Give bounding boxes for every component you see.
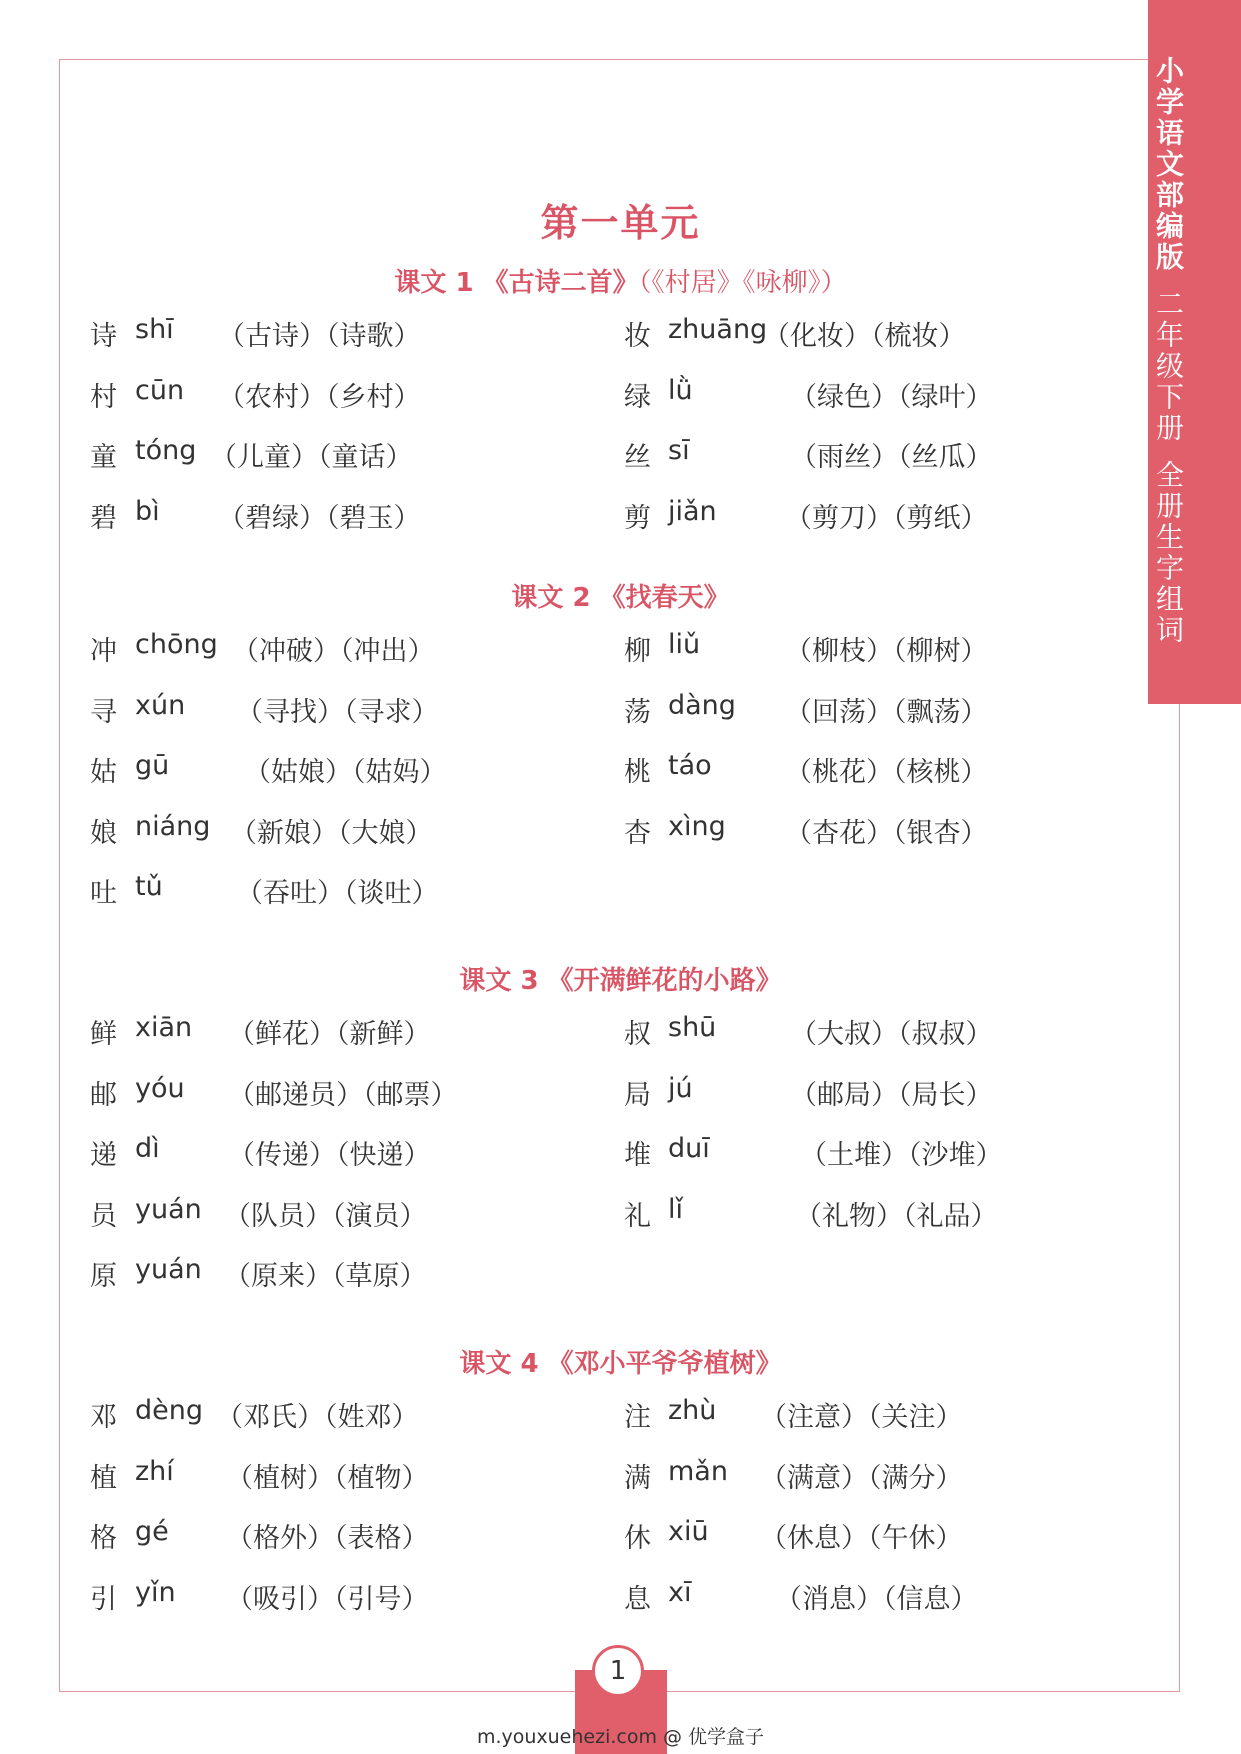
vocab-character: 邮 [90, 1080, 117, 1111]
vocab-words: （古诗）（诗歌） [218, 321, 421, 352]
vocab-pinyin: shī [135, 314, 174, 345]
vocab-pinyin: jiǎn [668, 496, 717, 527]
vocab-pinyin: sī [668, 435, 690, 466]
vocab-words: （儿童）（童话） [210, 442, 413, 473]
vocab-words: （鲜花）（新鲜） [228, 1019, 431, 1050]
vocab-character: 递 [90, 1140, 117, 1171]
vocab-pinyin: cūn [135, 375, 185, 406]
vocab-words: （队员）（演员） [224, 1201, 427, 1232]
vocab-character: 姑 [90, 757, 117, 788]
page-border [59, 59, 1180, 1692]
vocab-words: （绿色）（绿叶） [790, 382, 993, 413]
vocab-words: （邓氏）（姓邓） [216, 1402, 419, 1433]
vocab-words: （杏花）（银杏） [785, 818, 988, 849]
side-tab-series: 小学语文部编版 [1152, 56, 1185, 273]
vocab-words: （柳枝）（柳树） [785, 636, 988, 667]
vocab-character: 休 [624, 1523, 651, 1554]
vocab-pinyin: gū [135, 750, 170, 781]
vocab-character: 村 [90, 382, 117, 413]
vocab-character: 丝 [624, 442, 651, 473]
vocab-pinyin: xún [135, 690, 186, 721]
vocab-pinyin: xī [668, 1577, 692, 1608]
lesson-title [0, 577, 1241, 614]
vocab-words: （大叔）（叔叔） [790, 1019, 993, 1050]
vocab-pinyin: xiān [135, 1012, 193, 1043]
vocab-character: 绿 [624, 382, 651, 413]
vocab-character: 堆 [624, 1140, 651, 1171]
vocab-words: （邮递员）（邮票） [228, 1080, 458, 1111]
vocab-pinyin: zhuāng [668, 314, 768, 345]
vocab-words: （桃花）（核桃） [785, 757, 988, 788]
side-tab-grade: 二年级下册 [1152, 289, 1185, 444]
vocab-words: （消息）（信息） [775, 1584, 978, 1615]
vocab-character: 剪 [624, 503, 651, 534]
vocab-pinyin: lǜ [668, 375, 693, 406]
vocab-words: （土堆）（沙堆） [800, 1140, 1003, 1171]
vocab-words: （剪刀）（剪纸） [785, 503, 988, 534]
vocab-pinyin: duī [668, 1133, 710, 1164]
vocab-pinyin: tǔ [135, 871, 163, 902]
vocab-words: （化妆）（梳妆） [763, 321, 966, 352]
vocab-words: （冲破）（冲出） [232, 636, 435, 667]
lesson-title-subtitle: （《村居》《咏柳》） [638, 268, 847, 298]
vocab-words: （吸引）（引号） [226, 1584, 429, 1615]
vocab-character: 童 [90, 442, 117, 473]
vocab-pinyin: jú [668, 1073, 693, 1104]
vocab-character: 妆 [624, 321, 651, 352]
vocab-pinyin: xìng [668, 811, 726, 842]
vocab-character: 寻 [90, 697, 117, 728]
lesson-title-main: 课文 3 《开满鲜花的小路》 [459, 966, 782, 996]
vocab-character: 格 [90, 1523, 117, 1554]
vocab-words: （回荡）（飘荡） [785, 697, 988, 728]
lesson-title-main: 课文 1 《古诗二首》 [394, 268, 639, 298]
lesson-title-main: 课文 4 《邓小平爷爷植树》 [459, 1349, 782, 1379]
vocab-character: 碧 [90, 503, 117, 534]
page-number: 1 [592, 1645, 644, 1697]
vocab-pinyin: yuán [135, 1254, 202, 1285]
vocab-pinyin: dì [135, 1133, 160, 1164]
vocab-pinyin: zhí [135, 1456, 174, 1487]
vocab-character: 娘 [90, 818, 117, 849]
vocab-character: 引 [90, 1584, 117, 1615]
vocab-character: 荡 [624, 697, 651, 728]
vocab-words: （格外）（表格） [226, 1523, 429, 1554]
vocab-pinyin: mǎn [668, 1456, 728, 1487]
vocab-pinyin: tóng [135, 435, 197, 466]
vocab-character: 满 [624, 1463, 651, 1494]
vocab-pinyin: gé [135, 1516, 169, 1547]
vocab-words: （寻找）（寻求） [236, 697, 439, 728]
vocab-words: （礼物）（礼品） [795, 1201, 998, 1232]
vocab-words: （新娘）（大娘） [230, 818, 433, 849]
vocab-pinyin: xiū [668, 1516, 709, 1547]
vocab-pinyin: dèng [135, 1395, 204, 1426]
vocab-character: 植 [90, 1463, 117, 1494]
vocab-character: 原 [90, 1261, 117, 1292]
lesson-title [0, 262, 1241, 299]
vocab-character: 息 [624, 1584, 651, 1615]
vocab-words: （休息）（午休） [760, 1523, 963, 1554]
vocab-pinyin: chōng [135, 629, 218, 660]
vocab-character: 柳 [624, 636, 651, 667]
unit-title: 第一单元 [540, 201, 701, 245]
vocab-character: 杏 [624, 818, 651, 849]
vocab-words: （传递）（快递） [228, 1140, 431, 1171]
vocab-words: （姑娘）（姑妈） [244, 757, 447, 788]
vocab-words: （吞吐）（谈吐） [236, 878, 439, 909]
vocab-words: （注意）（关注） [760, 1402, 963, 1433]
vocab-pinyin: dàng [668, 690, 736, 721]
lesson-title [0, 960, 1241, 997]
vocab-pinyin: bì [135, 496, 160, 527]
vocab-character: 鲜 [90, 1019, 117, 1050]
vocab-pinyin: yuán [135, 1194, 202, 1225]
vocab-character: 员 [90, 1201, 117, 1232]
vocab-character: 桃 [624, 757, 651, 788]
vocab-words: （邮局）（局长） [790, 1080, 993, 1111]
vocab-pinyin: táo [668, 750, 712, 781]
vocab-pinyin: yóu [135, 1073, 185, 1104]
vocab-pinyin: zhù [668, 1395, 717, 1426]
footer-text: m.youxuehezi.com @ 优学盒子 [476, 1726, 765, 1748]
vocab-character: 邓 [90, 1402, 117, 1433]
vocab-character: 礼 [624, 1201, 651, 1232]
side-tab-topic: 全册生字组词 [1152, 460, 1185, 646]
lesson-title-main: 课文 2 《找春天》 [511, 583, 730, 613]
lesson-title [0, 1343, 1241, 1380]
vocab-words: （植树）（植物） [226, 1463, 429, 1494]
vocab-words: （碧绿）（碧玉） [218, 503, 421, 534]
side-tab-title [1148, 56, 1188, 646]
vocab-words: （原来）（草原） [224, 1261, 427, 1292]
vocab-words: （雨丝）（丝瓜） [790, 442, 993, 473]
vocab-character: 注 [624, 1402, 651, 1433]
vocab-pinyin: lǐ [668, 1194, 684, 1225]
vocab-pinyin: shū [668, 1012, 717, 1043]
vocab-character: 冲 [90, 636, 117, 667]
vocab-character: 吐 [90, 878, 117, 909]
vocab-words: （满意）（满分） [760, 1463, 963, 1494]
vocab-words: （农村）（乡村） [218, 382, 421, 413]
vocab-pinyin: yǐn [135, 1577, 176, 1608]
vocab-character: 叔 [624, 1019, 651, 1050]
vocab-pinyin: liǔ [668, 629, 701, 660]
vocab-character: 诗 [90, 321, 117, 352]
vocab-character: 局 [624, 1080, 651, 1111]
vocab-pinyin: niáng [135, 811, 211, 842]
